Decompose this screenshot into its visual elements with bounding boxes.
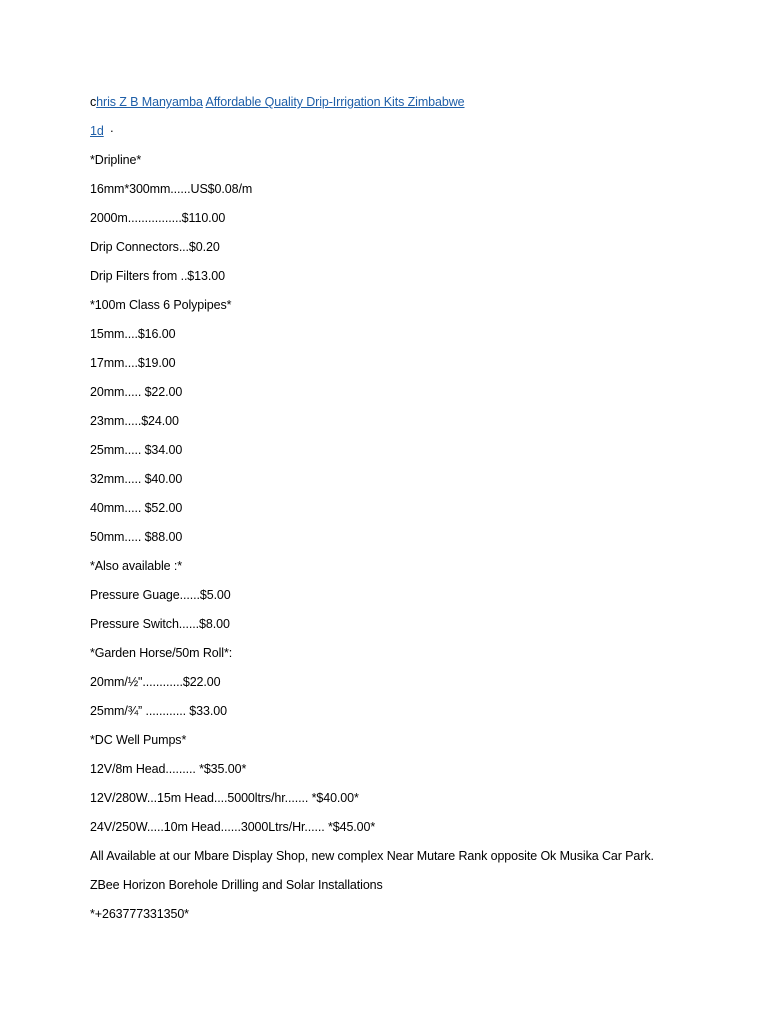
post-line: 25mm/¾” ............ $33.00 (90, 704, 227, 718)
post-document (90, 92, 750, 933)
post-line: 50mm..... $88.00 (90, 530, 183, 544)
post-line: 20mm..... $22.00 (90, 385, 183, 399)
post-line: 23mm.....$24.00 (90, 414, 179, 428)
post-line: Drip Filters from ..$13.00 (90, 269, 225, 283)
post-line: *Garden Horse/50m Roll*: (90, 646, 233, 660)
timestamp-separator: · (109, 124, 114, 138)
post-line: 12V/8m Head......... *$35.00* (90, 762, 247, 776)
post-line: 25mm..... $34.00 (90, 443, 183, 457)
post-line: Pressure Guage......$5.00 (90, 588, 231, 602)
post-line: 15mm....$16.00 (90, 327, 176, 341)
post-line: *Also available :* (90, 559, 183, 573)
group-link[interactable]: Affordable Quality Drip-Irrigation Kits Zimbabwe (205, 95, 465, 109)
post-line: 40mm..... $52.00 (90, 501, 183, 515)
post-line: 20mm/½"............$22.00 (90, 675, 221, 689)
post-timestamp-row (90, 121, 750, 150)
post-line: *Dripline* (90, 153, 142, 167)
author-link[interactable]: hris Z B Manyamba (96, 95, 203, 109)
post-line: 2000m................$110.00 (90, 211, 226, 225)
post-line: *100m Class 6 Polypipes* (90, 298, 232, 312)
post-header (90, 92, 750, 121)
post-line: Pressure Switch......$8.00 (90, 617, 230, 631)
post-line: *DC Well Pumps* (90, 733, 187, 747)
author-initial: c (90, 95, 97, 109)
post-line: 32mm..... $40.00 (90, 472, 183, 486)
post-line: All Available at our Mbare Display Shop, new complex Near Mutare Rank opposite Ok Musika Car Park. (90, 849, 654, 863)
post-line: Drip Connectors...$0.20 (90, 240, 220, 254)
post-line: 12V/280W...15m Head....5000ltrs/hr....... *$40.00* (90, 791, 359, 805)
post-line: 24V/250W.....10m Head......3000Ltrs/Hr...... *$45.00* (90, 820, 376, 834)
post-line: ZBee Horizon Borehole Drilling and Solar Installations (90, 878, 383, 892)
post-line: *+263777331350* (90, 907, 189, 921)
post-line: 16mm*300mm......US$0.08/m (90, 182, 253, 196)
post-line: 17mm....$19.00 (90, 356, 176, 370)
timestamp-link[interactable]: 1d (90, 124, 104, 138)
